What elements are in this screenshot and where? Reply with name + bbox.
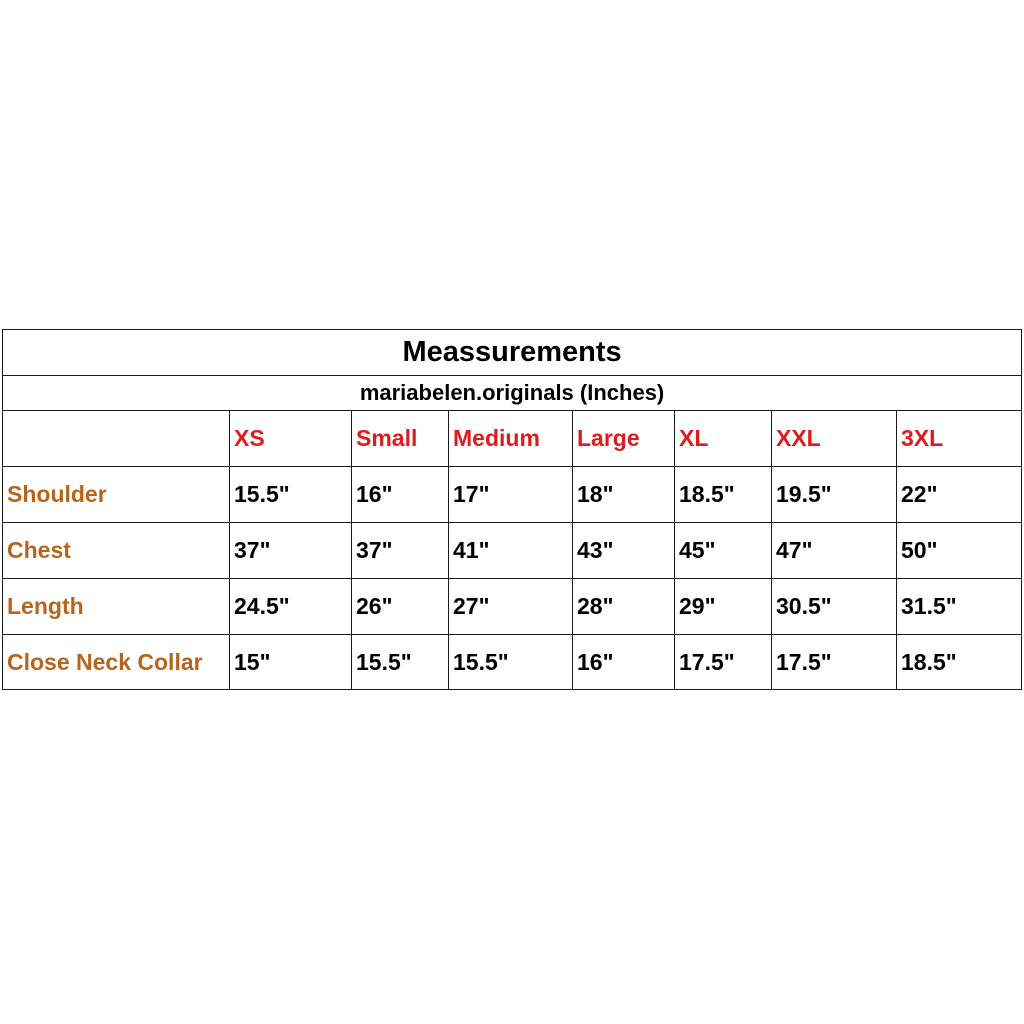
title-row	[3, 330, 1022, 376]
size-header-large: Large	[573, 411, 675, 467]
value-cell: 26"	[352, 579, 449, 635]
value-cell: 41"	[449, 523, 573, 579]
value-cell: 27"	[449, 579, 573, 635]
value-cell: 18.5"	[675, 467, 772, 523]
value-cell: 29"	[675, 579, 772, 635]
value-cell: 17"	[449, 467, 573, 523]
value-cell: 30.5"	[772, 579, 897, 635]
value-cell: 18.5"	[897, 635, 1022, 690]
size-header-medium: Medium	[449, 411, 573, 467]
value-cell: 47"	[772, 523, 897, 579]
value-cell: 50"	[897, 523, 1022, 579]
value-cell: 22"	[897, 467, 1022, 523]
table-row-shoulder	[3, 467, 1022, 523]
table-title: Meassurements	[3, 330, 1022, 376]
value-cell: 18"	[573, 467, 675, 523]
size-header-xs: XS	[230, 411, 352, 467]
value-cell: 15.5"	[230, 467, 352, 523]
value-cell: 15.5"	[352, 635, 449, 690]
value-cell: 16"	[352, 467, 449, 523]
value-cell: 28"	[573, 579, 675, 635]
value-cell: 15"	[230, 635, 352, 690]
size-header-xl: XL	[675, 411, 772, 467]
value-cell: 17.5"	[675, 635, 772, 690]
value-cell: 37"	[352, 523, 449, 579]
size-header-3xl: 3XL	[897, 411, 1022, 467]
value-cell: 19.5"	[772, 467, 897, 523]
table-subtitle: mariabelen.originals (Inches)	[3, 376, 1022, 411]
value-cell: 37"	[230, 523, 352, 579]
size-header-small: Small	[352, 411, 449, 467]
size-header-xxl: XXL	[772, 411, 897, 467]
value-cell: 43"	[573, 523, 675, 579]
value-cell: 15.5"	[449, 635, 573, 690]
row-label-chest: Chest	[3, 523, 230, 579]
row-label-shoulder: Shoulder	[3, 467, 230, 523]
value-cell: 24.5"	[230, 579, 352, 635]
table-row-length	[3, 579, 1022, 635]
table-row-close-neck-collar	[3, 635, 1022, 690]
value-cell: 17.5"	[772, 635, 897, 690]
row-label-length: Length	[3, 579, 230, 635]
table-row-chest	[3, 523, 1022, 579]
size-header-row	[3, 411, 1022, 467]
value-cell: 31.5"	[897, 579, 1022, 635]
value-cell: 16"	[573, 635, 675, 690]
subtitle-row	[3, 376, 1022, 411]
size-chart-table	[2, 329, 1022, 690]
row-label-close-neck-collar: Close Neck Collar	[3, 635, 230, 690]
corner-cell	[3, 411, 230, 467]
value-cell: 45"	[675, 523, 772, 579]
